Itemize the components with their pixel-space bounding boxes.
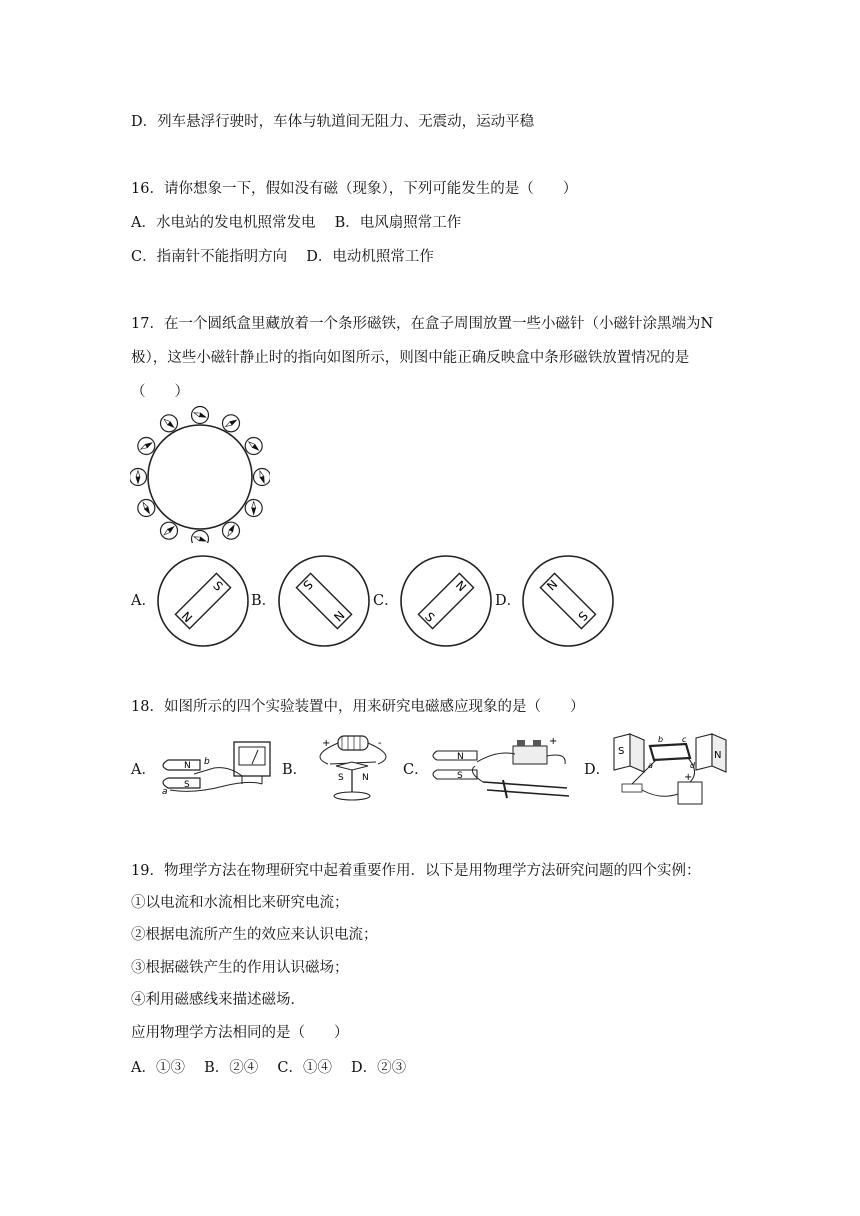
q17-stem-line3: （ ）: [131, 384, 189, 400]
fig-a-n: N: [184, 761, 191, 771]
option-b-pole-top: N: [330, 607, 347, 624]
option-a-pole-top: N: [178, 609, 195, 626]
q18-option-b-label: B．: [282, 762, 308, 778]
option-c-pole-bottom: N: [452, 578, 469, 595]
q17-option-c-label: C．: [373, 593, 399, 609]
q17-option-b-figure: [277, 554, 371, 648]
q18-fig-b-solenoid-compass: [306, 732, 400, 802]
option-b-pole-bottom: S: [300, 577, 316, 593]
small-compass-icon: [245, 438, 262, 455]
small-compass-icon: [223, 415, 240, 432]
fig-a-b: b: [204, 757, 210, 767]
fig-c-n: N: [457, 752, 464, 762]
q17-option-c-figure: [399, 554, 493, 648]
small-compass-icon: [130, 469, 147, 486]
q18-option-c-label: C．: [403, 762, 429, 778]
q19-item-3: ③根据磁铁产生的作用认识磁场；: [131, 960, 349, 976]
option-d-pole-bottom: N: [543, 576, 560, 593]
q17-option-d-figure: [521, 554, 615, 648]
q19-item-4: ④利用磁感线来描述磁场．: [131, 992, 305, 1008]
small-compass-icon: [192, 407, 209, 424]
fig-d-n: N: [714, 750, 722, 761]
fig-a-a: a: [162, 787, 168, 796]
small-compass-icon: [223, 522, 240, 539]
fig-d-s: S: [618, 746, 625, 757]
fig-d-d: d: [690, 761, 696, 770]
q17-option-b-label: B．: [251, 593, 277, 609]
q17-stem-line2: 极），这些小磁针静止时的指向如图所示，则图中能正确反映盒中条形磁铁放置情况的是: [131, 350, 690, 366]
small-compass-icon: [161, 522, 178, 539]
q18-fig-a-galvanometer-setup: [154, 738, 274, 796]
fig-b-n: N: [362, 773, 369, 783]
q18-option-d-label: D．: [584, 762, 611, 778]
compass-ring-figure: [130, 405, 270, 543]
q17-option-a-label: A．: [131, 593, 156, 609]
small-compass-icon: [245, 500, 262, 517]
option-d-pole-top: S: [575, 608, 591, 624]
paper-box-circle: [148, 425, 252, 529]
q18-option-a-label: A．: [131, 762, 156, 778]
fig-d-c: c: [682, 735, 687, 744]
fig-c-s: S: [457, 771, 463, 781]
q17-stem-line1: 17．在一个圆纸盒里藏放着一个条形磁铁，在盒子周围放置一些小磁针（小磁针涂黑端为N: [131, 316, 714, 332]
small-compass-icon: [138, 500, 155, 517]
q18-fig-c-rail-battery: [427, 732, 577, 804]
small-compass-icon: [138, 438, 155, 455]
q19-stem: 19．物理学方法在物理研究中起着重要作用．以下是用物理学方法研究问题的四个实例：: [131, 863, 701, 879]
fig-a-s: S: [184, 780, 190, 790]
fig-d-plus: +: [684, 772, 693, 783]
q19-question: 应用物理学方法相同的是（ ）: [131, 1025, 349, 1041]
q16-stem: 16．请你想象一下，假如没有磁（现象），下列可能发生的是（ ）: [131, 181, 578, 197]
q16-options-ab: A．水电站的发电机照常发电 B．电风扇照常工作: [131, 215, 462, 231]
small-compass-icon: [192, 531, 209, 544]
fig-d-b: b: [658, 735, 664, 744]
q19-item-2: ②根据电流所产生的效应来认识电流；: [131, 927, 378, 943]
q17-option-d-label: D．: [495, 593, 522, 609]
option-c-pole-top: S: [422, 609, 438, 625]
small-compass-icon: [254, 469, 271, 486]
option-a-pole-bottom: S: [210, 578, 226, 594]
q15-option-d: D．列车悬浮行驶时，车体与轨道间无阻力、无震动，运动平稳: [131, 114, 535, 130]
small-compass-icon: [161, 415, 178, 432]
q17-option-a-figure: [156, 554, 250, 648]
fig-b-plus: +: [322, 738, 331, 749]
q19-item-1: ①以电流和水流相比来研究电流；: [131, 895, 349, 911]
fig-b-s: S: [338, 773, 344, 783]
fig-c-plus: +: [549, 736, 558, 747]
q16-options-cd: C．指南针不能指明方向 D．电动机照常工作: [131, 249, 434, 265]
q19-options: A．①③ B．②④ C．①④ D．②③: [131, 1060, 407, 1076]
fig-d-a: a: [648, 761, 653, 770]
q18-stem: 18．如图所示的四个实验装置中，用来研究电磁感应现象的是（ ）: [131, 699, 585, 715]
fig-b-minus: -: [378, 738, 382, 749]
q18-fig-d-magnet-coil: [610, 732, 730, 808]
